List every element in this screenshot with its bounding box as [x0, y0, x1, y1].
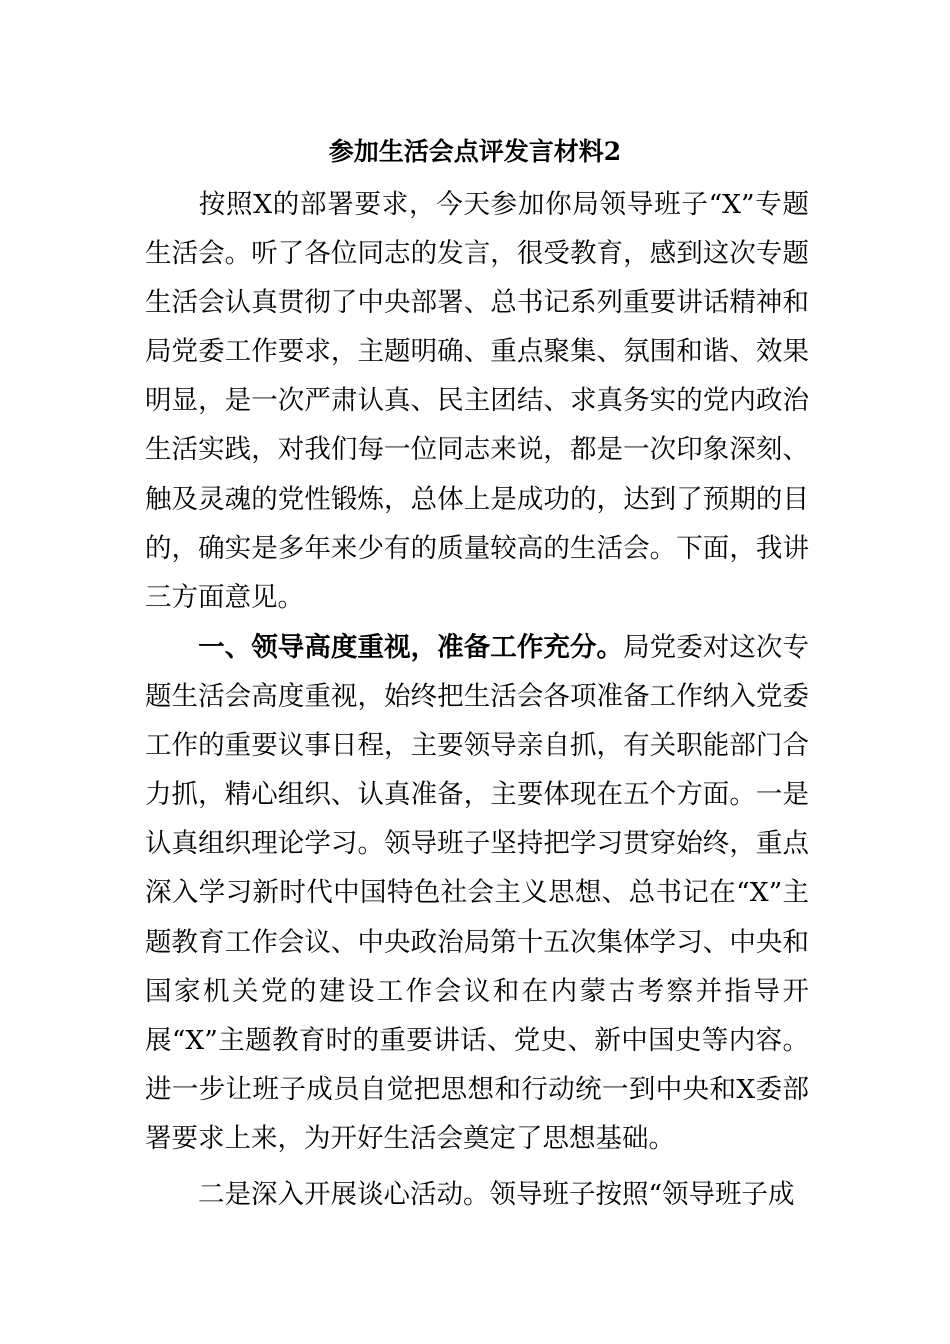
paragraph-1 — [145, 180, 809, 622]
paragraph-2-text: 局党委对这次专题生活会高度重视，始终把生活会各项准备工作纳入党委工作的重要议事日程，主要领导亲自抓，有关职能部门合力抓，精心组织、认真准备，主要体现在五个方面。一是认真组织理论学习。领导班子坚持把学习贯穿始终，重点深入学习新时代中国特色社会主义思想、总书记在“X”主题教育工作会议、中央政治局第十五次集体学习、中央和国家机关党的建设工作会议和在内蒙古考察并指导开展“X”主题教育时的重要讲话、党史、新中国史等内容。进一步让班子成员自觉把思想和行动统一到中央和X委部署要求上来，为开好生活会奠定了思想基础。 — [145, 632, 810, 1154]
paragraph-1-text: 按照X的部署要求，今天参加你局领导班子“X”专题生活会。听了各位同志的发言，很受教育，感到这次专题生活会认真贯彻了中央部署、总书记系列重要讲话精神和局党委工作要求，主题明确、重点聚集、氛围和谐、效果明显，是一次严肃认真、民主团结、求真务实的党内政治生活实践，对我们每一位同志来说，都是一次印象深刻、触及灵魂的党性锻炼，总体上是成功的，达到了预期的目的，确实是多年来少有的质量较高的生活会。下面，我讲三方面意见。 — [145, 189, 809, 613]
paragraph-2 — [145, 623, 809, 1163]
section-heading: 一、领导高度重视，准备工作充分。 — [198, 632, 624, 663]
document-title: 参加生活会点评发言材料2 — [328, 137, 622, 166]
paragraph-3 — [145, 1170, 809, 1219]
paragraph-3-text: 二是深入开展谈心活动。领导班子按照“领导班子成 — [198, 1179, 795, 1210]
